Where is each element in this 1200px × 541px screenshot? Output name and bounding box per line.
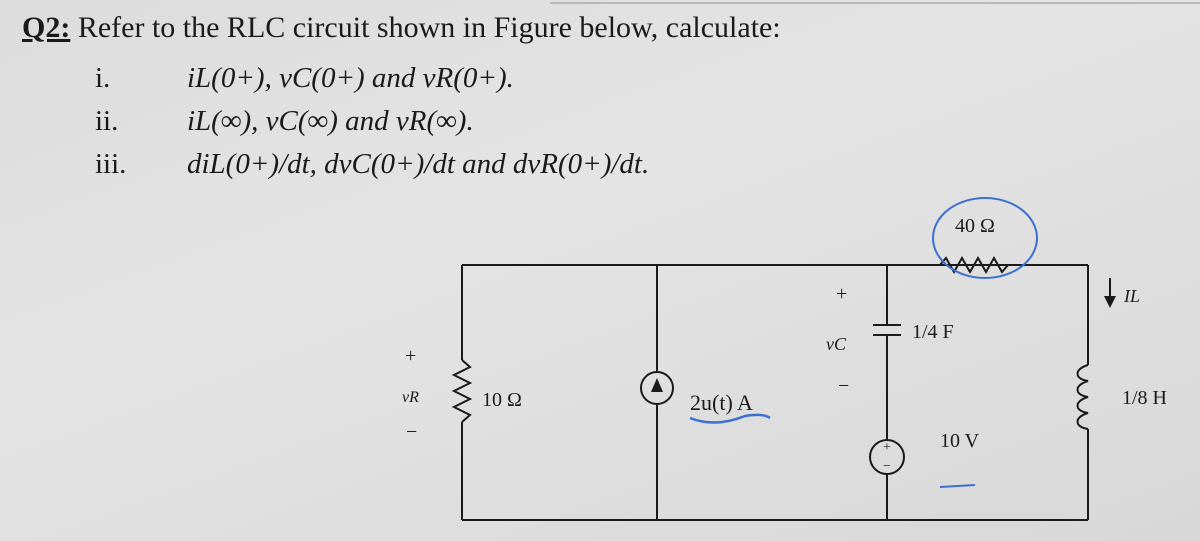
capacitor-branch <box>870 265 904 520</box>
vr-minus-sign: − <box>406 421 418 443</box>
item-text: diL(0+)/dt, dvC(0+)/dt and dvR(0+)/dt. <box>187 148 650 180</box>
voltage-source-label: 10 V <box>940 430 980 452</box>
inductor-label: 1/8 H <box>1122 387 1167 409</box>
capacitor-label: 1/4 F <box>912 321 954 343</box>
vr-label: vR <box>402 389 419 406</box>
inductor <box>1078 265 1089 520</box>
current-source <box>641 265 673 520</box>
vc-plus-sign: + <box>836 283 848 305</box>
arrow-up-icon <box>651 378 663 392</box>
question-text: Refer to the RLC circuit shown in Figure below, calculate: <box>77 11 781 44</box>
resistor-40-label: 40 Ω <box>955 215 995 237</box>
resistor-10-ohm <box>454 265 470 520</box>
il-label: IL <box>1124 286 1141 306</box>
item-text: iL(∞), vC(∞) and vR(∞). <box>187 105 474 137</box>
vr-plus-sign: + <box>405 345 417 367</box>
resistor-40-ohm <box>940 258 1008 272</box>
pen-underline-annotation <box>690 415 770 423</box>
item-text: iL(0+), vC(0+) and vR(0+). <box>187 62 514 94</box>
item-number: ii. <box>95 105 119 137</box>
voltage-source-minus: − <box>883 459 891 474</box>
arrow-down-icon <box>1104 296 1116 308</box>
vc-minus-sign: − <box>838 375 850 397</box>
voltage-source-plus: + <box>883 440 891 455</box>
question-label: Q2: <box>22 11 71 44</box>
pen-dash-annotation <box>940 485 975 487</box>
item-number: i. <box>95 62 111 94</box>
item-number: iii. <box>95 148 127 180</box>
resistor-10-label: 10 Ω <box>482 389 522 411</box>
vc-label: vC <box>826 334 846 354</box>
current-source-label: 2u(t) A <box>690 390 753 415</box>
